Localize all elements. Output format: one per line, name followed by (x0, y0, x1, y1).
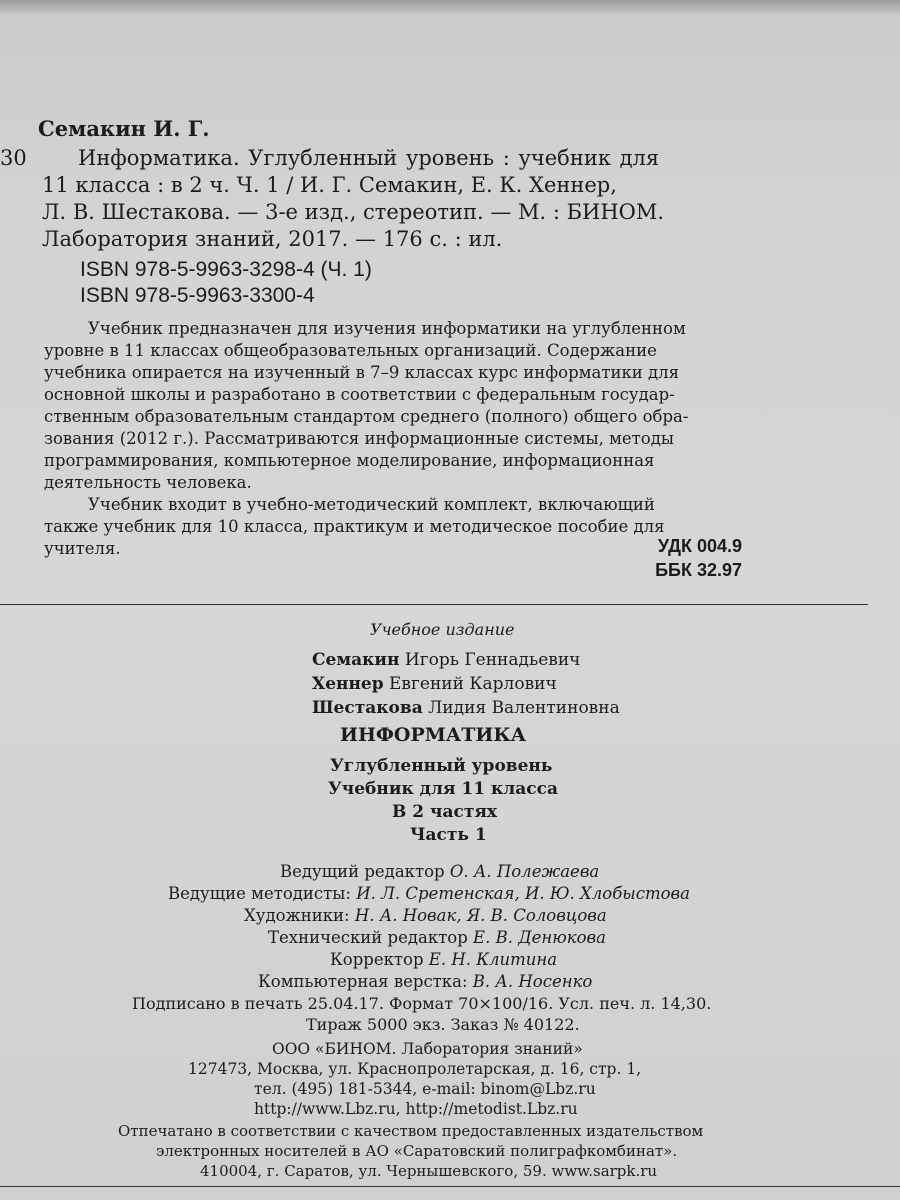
bottom-divider (0, 1186, 900, 1187)
credit-person: О. А. Полежаева (449, 862, 600, 881)
subtitle-line: Часть 1 (410, 825, 487, 845)
printer-line: 410004, г. Саратов, ул. Чернышевского, 59. www.sarpk.ru (200, 1162, 658, 1180)
credit-person: Н. А. Новак, Я. В. Соловцова (354, 906, 607, 925)
isbn-part-1: ISBN 978-5-9963-3298-4 (Ч. 1) (80, 258, 372, 281)
credit-role: Технический редактор (268, 928, 468, 947)
subtitle-line: В 2 частях (392, 802, 498, 822)
credit-line (280, 862, 599, 881)
credit-role: Компьютерная верстка: (258, 972, 468, 991)
subtitle-line: Углубленный уровень (330, 756, 553, 776)
bleed-through-authors (420, 70, 432, 118)
credit-line (258, 972, 592, 991)
annotation-line: ственным образовательным стандартом среднего (полного) общего обра- (44, 407, 689, 426)
credit-role: Ведущие методисты: (168, 884, 351, 903)
publisher-line: 127473, Москва, ул. Краснопролетарская, д. 16, стр. 1, (188, 1060, 642, 1078)
annotation-line: учебника опирается на изученный в 7–9 классах курс информатики для (44, 363, 680, 382)
bib-line-2: 11 класса : в 2 ч. Ч. 1 / И. Г. Семакин, Е. К. Хеннер, (42, 173, 617, 197)
page-top-shadow (0, 0, 900, 14)
credit-role: Корректор (330, 950, 424, 969)
annotation-line: Учебник входит в учебно-методический комплект, включающий (88, 495, 655, 514)
publisher-line: тел. (495) 181-5344, e-mail: binom@Lbz.ru (254, 1080, 596, 1098)
credit-line (168, 884, 690, 903)
credit-role: Ведущий редактор (280, 862, 445, 881)
annotation-line: учителя. (44, 539, 121, 558)
author-name: Лидия Валентиновна (428, 698, 620, 718)
credit-role: Художники: (244, 906, 350, 925)
edition-type: Учебное издание (370, 620, 515, 639)
credit-person: В. А. Носенко (472, 972, 593, 991)
annotation-line: программирования, компьютерное моделирование, информационная (44, 451, 655, 470)
annotation-line: деятельность человека. (44, 473, 252, 492)
printer-line: электронных носителей в АО «Саратовский полиграфкомбинат». (156, 1142, 678, 1160)
author-full (312, 698, 620, 718)
author-surname: Шестакова (312, 698, 423, 718)
bib-line-4: Лаборатория знаний, 2017. — 176 с. : ил. (42, 227, 503, 251)
bib-line-3: Л. В. Шестакова. — 3-е изд., стереотип. — М. : БИНОМ. (42, 200, 665, 224)
isbn-set: ISBN 978-5-9963-3300-4 (80, 284, 315, 307)
author-name: Игорь Геннадьевич (404, 650, 581, 670)
author-name: Евгений Карлович (389, 674, 557, 694)
author-surname: Семакин (312, 650, 400, 670)
publisher-line: ООО «БИНОМ. Лаборатория знаний» (272, 1040, 583, 1058)
publisher-line: http://www.Lbz.ru, http://metodist.Lbz.ru (254, 1100, 578, 1118)
print-info-line: Подписано в печать 25.04.17. Формат 70×100/16. Усл. печ. л. 14,30. (132, 994, 712, 1013)
annotation-line: зования (2012 г.). Рассматриваются информационные системы, методы (44, 429, 675, 448)
credit-line (268, 928, 606, 947)
bbk-code: ББК 32.97 (655, 560, 742, 580)
printer-line: Отпечатано в соответствии с качеством предоставленных издательством (118, 1122, 704, 1140)
credit-line (244, 906, 607, 925)
subtitle-line: Учебник для 11 класса (328, 779, 559, 799)
credit-person: И. Л. Сретенская, И. Ю. Хлобыстова (356, 884, 690, 903)
udk-code: УДК 004.9 (657, 536, 742, 556)
annotation-line: Учебник предназначен для изучения информатики на углубленном (88, 319, 686, 338)
author-full (312, 674, 557, 694)
author-full (312, 650, 580, 670)
credit-person: Е. В. Денюкова (473, 928, 606, 947)
author-heading: Семакин И. Г. (38, 116, 210, 141)
section-divider (0, 604, 868, 605)
bib-line-1: Информатика. Углубленный уровень : учебник для (78, 146, 660, 170)
credit-line (330, 950, 557, 969)
annotation-line: основной школы и разработано в соответствии с федеральным государ- (44, 385, 675, 404)
credit-person: Е. Н. Клитина (428, 950, 558, 969)
book-title: ИНФОРМАТИКА (340, 724, 527, 746)
annotation-line: также учебник для 10 класса, практикум и методическое пособие для (44, 517, 665, 536)
annotation-line: уровне в 11 классах общеобразовательных организаций. Содержание (44, 341, 657, 360)
classification-code: 30 (0, 146, 27, 170)
author-surname: Хеннер (312, 674, 384, 694)
print-info-line: Тираж 5000 экз. Заказ № 40122. (306, 1015, 580, 1034)
